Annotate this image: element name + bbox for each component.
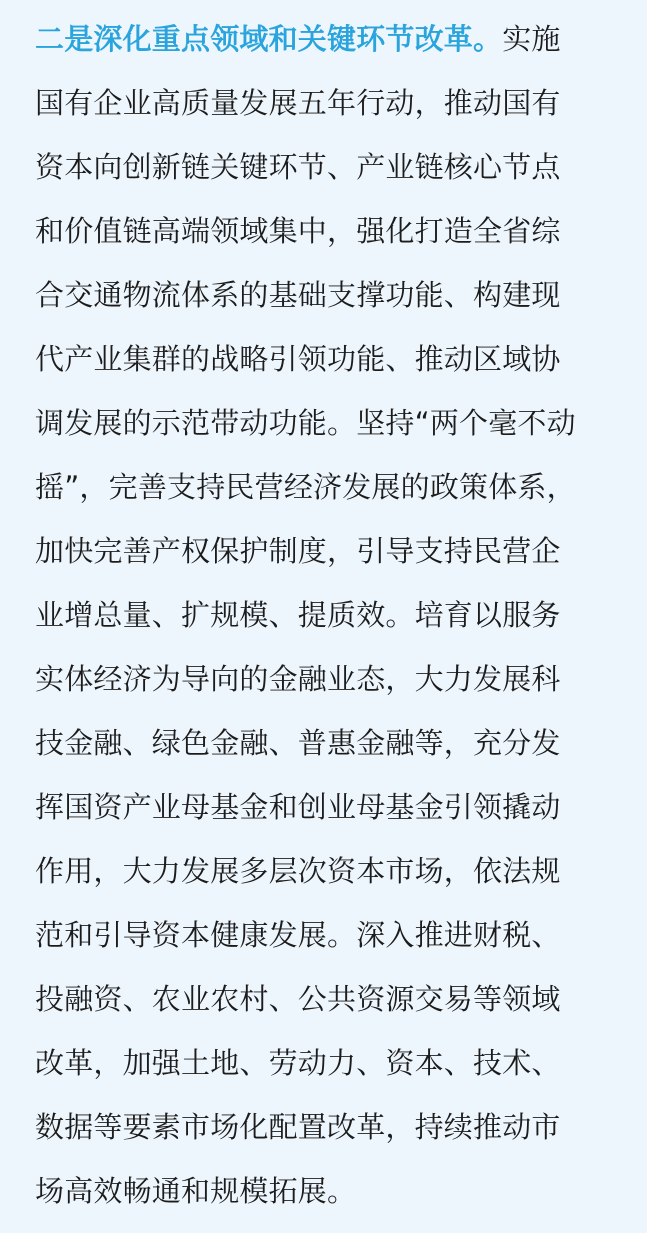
paragraph-line: 调发展的示范带动功能。坚持“两个毫不动: [35, 406, 576, 440]
line-text: 实施: [502, 22, 561, 56]
paragraph-line: 和价值链高端领域集中，强化打造全省综: [35, 214, 561, 248]
paragraph-line: 范和引导资本健康发展。深入推进财税、: [35, 918, 561, 952]
paragraph-line: 实体经济为导向的金融业态，大力发展科: [35, 662, 561, 696]
article-paragraph: [35, 17, 635, 1233]
paragraph-line: 加快完善产权保护制度，引导支持民营企: [35, 534, 561, 568]
paragraph-line: 场高效畅通和规模拓展。: [35, 1174, 357, 1208]
paragraph-line: 合交通物流体系的基础支撑功能、构建现: [35, 278, 561, 312]
paragraph-line: 业增总量、扩规模、提质效。培育以服务: [35, 598, 561, 632]
paragraph-line: 国有企业高质量发展五年行动，推动国有: [35, 86, 561, 120]
paragraph-line: [35, 17, 635, 81]
paragraph-line: 挥国资产业母基金和创业母基金引领撬动: [35, 790, 561, 824]
paragraph-line: 数据等要素市场化配置改革，持续推动市: [35, 1110, 561, 1144]
paragraph-line: 代产业集群的战略引领功能、推动区域协: [35, 342, 561, 376]
paragraph-line: 资本向创新链关键环节、产业链核心节点: [35, 150, 561, 184]
paragraph-line: 作用，大力发展多层次资本市场，依法规: [35, 854, 561, 888]
paragraph-line: 摇”，完善支持民营经济发展的政策体系，: [35, 470, 576, 504]
section-heading: 二是深化重点领域和关键环节改革。: [35, 22, 503, 56]
paragraph-line: 技金融、绿色金融、普惠金融等，充分发: [35, 726, 561, 760]
paragraph-line: 改革，加强土地、劳动力、资本、技术、: [35, 1046, 561, 1080]
paragraph-line: 投融资、农业农村、公共资源交易等领域: [35, 982, 561, 1016]
